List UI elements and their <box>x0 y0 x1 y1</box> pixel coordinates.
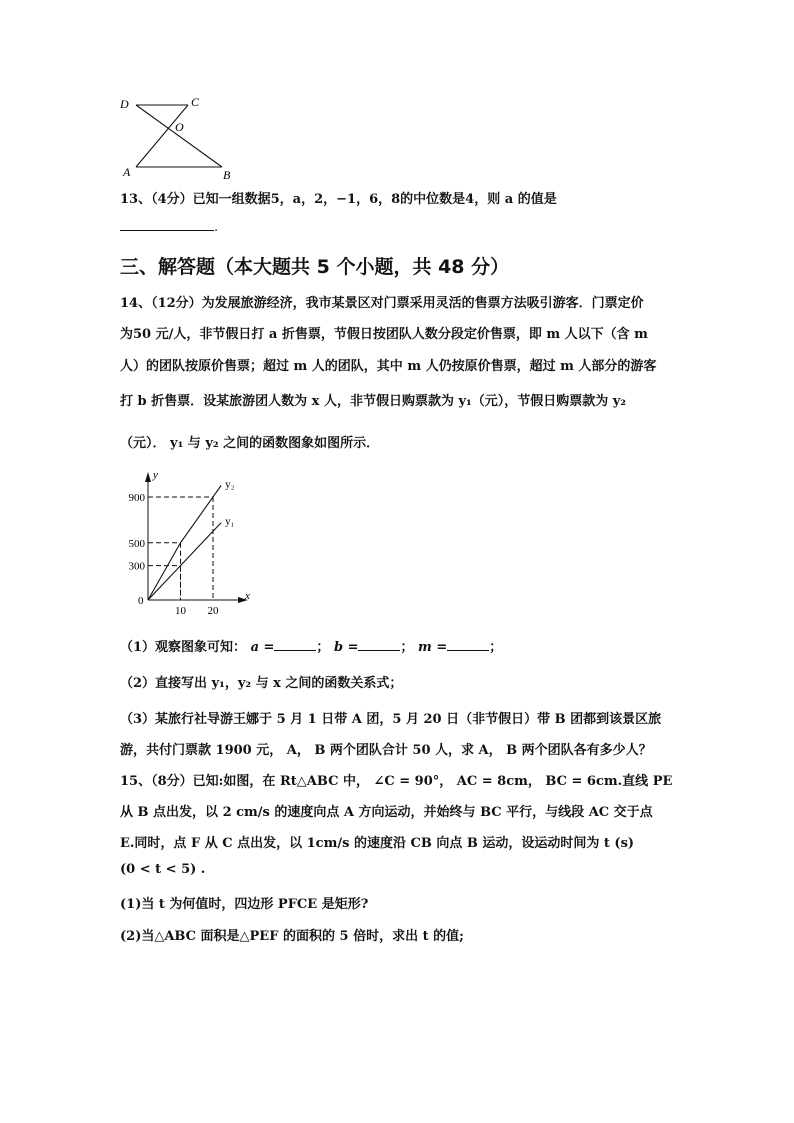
label-a: A <box>123 165 131 179</box>
label-d: D <box>120 97 129 111</box>
label-o: O <box>175 120 184 134</box>
section-heading: 三、解答题（本大题共 5 个小题，共 48 分） <box>120 256 510 278</box>
q14-sub3-line-2: 游，共付门票款 1900 元， A， B 两个团队合计 50 人，求 A， B 两个团队各有多少人？ <box>120 743 652 758</box>
q15-line-3: E.同时，点 F 从 C 点出发，以 1cm/s 的速度沿 CB 向点 B 运动，设运动时间为 t (s) <box>120 836 635 851</box>
q14-sub2: （2）直接写出 y₁，y₂ 与 x 之间的函数关系式； <box>120 676 403 691</box>
y-axis-arrow <box>145 472 151 482</box>
q15-line-1: 15、（8分）已知:如图，在 Rt△ABC 中， ∠C = 90°， AC = 8cm， BC = 6cm.直线 PE <box>120 774 673 789</box>
origin-label: 0 <box>138 595 144 607</box>
m-blank <box>447 639 489 651</box>
q15-line-4: (0 < t < 5) . <box>120 862 206 877</box>
answer-blank <box>120 218 214 231</box>
q14-sub1 <box>120 636 502 655</box>
series-line-y1 <box>148 523 221 600</box>
segment-ca <box>136 105 188 167</box>
q13-text: 13、（4分）已知一组数据5，a，2，−1，6，8的中位数是4，则 a 的值是 <box>120 192 557 207</box>
x-tick-label: 10 <box>175 605 186 615</box>
y-tick-label: 900 <box>128 491 145 504</box>
q15-line-5: (1)当 t 为何值时，四边形 PFCE 是矩形? <box>120 897 369 912</box>
function-graph <box>110 470 270 615</box>
separator: ； <box>400 640 414 655</box>
y-tick-label: 300 <box>128 560 145 573</box>
q14-sub3-line-1: （3）某旅行社导游王娜于 5 月 1 日带 A 团，5 月 20 日（非节假日）带 B 团都到该景区旅 <box>120 712 662 727</box>
series-label-y2: y₂ <box>225 478 235 491</box>
q14-line-5: （元）． y₁ 与 y₂ 之间的函数图象如图所示． <box>120 436 380 451</box>
q15-line-6: (2)当△ABC 面积是△PEF 的面积的 5 倍时，求出 t 的值; <box>120 929 464 944</box>
b-label: b = <box>333 640 359 655</box>
separator: ； <box>316 640 330 655</box>
y-axis-label: y <box>153 470 158 481</box>
m-label: m = <box>418 640 448 655</box>
a-blank <box>274 639 316 651</box>
q13-answer-blank <box>120 218 218 235</box>
q14-line-1: 14、（12分）为发展旅游经济，我市某景区对门票采用灵活的售票方法吸引游客．门票定价 <box>120 296 644 311</box>
label-c: C <box>191 95 200 109</box>
q14-line-3: 人）的团队按原价售票；超过 m 人的团队，其中 m 人仍按原价售票，超过 m 人部分的游客 <box>120 359 657 374</box>
q14-line-2: 为50 元/人，非节假日打 a 折售票，节假日按团队人数分段定价售票，即 m 人以下（含 m <box>120 327 648 342</box>
q14-sub1-prefix: （1）观察图象可知： <box>120 640 247 655</box>
geometry-figure <box>114 92 244 184</box>
series-label-y1: y₁ <box>225 515 235 528</box>
a-label: a = <box>250 640 275 655</box>
y-tick-label: 500 <box>128 537 145 550</box>
b-blank <box>358 639 400 651</box>
segment-db <box>136 105 222 167</box>
label-b: B <box>223 168 231 182</box>
q14-line-4: 打 b 折售票．设某旅游团人数为 x 人，非节假日购票款为 y₁（元），节假日购票款为 y₂ <box>120 394 626 409</box>
x-axis-label: x <box>245 590 250 602</box>
q15-line-2: 从 B 点出发，以 2 cm/s 的速度向点 A 方向运动，并始终与 BC 平行，与线段 AC 交于点 <box>120 805 653 820</box>
x-tick-label: 20 <box>207 605 219 615</box>
separator: ； <box>489 640 503 655</box>
q13-tail: . <box>214 220 219 235</box>
